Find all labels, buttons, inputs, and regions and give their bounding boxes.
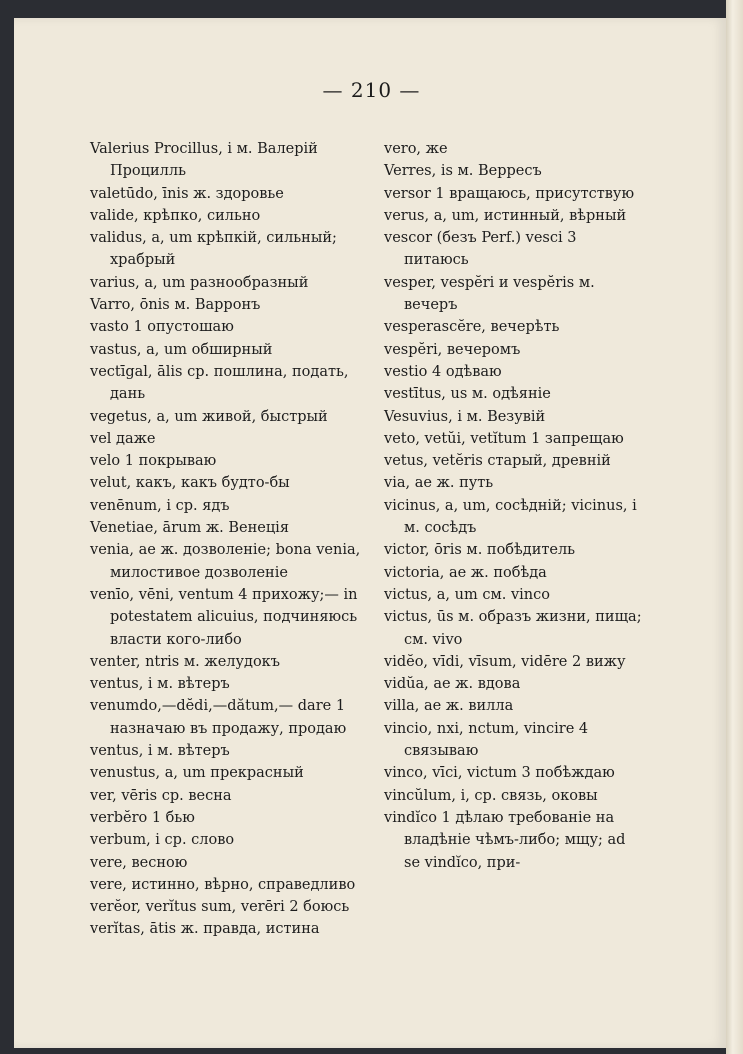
dictionary-entry: vestītus, us м. одѣяніе — [384, 386, 551, 403]
dictionary-entry: velut, какъ, какъ будто-бы — [90, 475, 290, 492]
dictionary-entry: vasto 1 опустошаю — [90, 319, 234, 336]
dictionary-entry: veto, vetŭi, vetĭtum 1 запрещаю — [384, 430, 624, 447]
dictionary-entry: vel даже — [90, 430, 156, 447]
dictionary-entry: vegetus, a, um живой, быстрый — [90, 408, 328, 425]
dictionary-entry: varius, a, um разнообразный — [90, 274, 309, 291]
dictionary-entry: victoria, ae ж. побѣда — [384, 564, 547, 581]
dictionary-entry: vesper, vespĕri и vespĕris м. вечеръ — [384, 274, 595, 314]
dictionary-entry: Vesuvius, i м. Везувій — [384, 408, 546, 425]
dictionary-entry: vero, же — [384, 141, 448, 157]
dictionary-entry: vindĭco 1 дѣлаю требованіе на владѣніе чѣмъ-либо; мщу; ad se vindĭco, при- — [384, 809, 626, 871]
dictionary-entry: vincŭlum, i, ср. связь, оковы — [384, 787, 598, 804]
dictionary-entry: venumdo,—dĕdi,—dătum,— dare 1 назначаю въ продажу, продаю — [90, 698, 347, 737]
book-edge — [726, 0, 743, 1054]
dictionary-entry: Varro, ōnis м. Варронъ — [90, 297, 261, 314]
dictionary-entry: ver, vēris ср. весна — [90, 787, 232, 804]
dictionary-entry: verbum, i ср. слово — [90, 832, 235, 849]
dictionary-entry: vetus, vetĕris старый, древній — [384, 453, 611, 470]
dictionary-entry: ventus, i м. вѣтеръ — [90, 743, 230, 760]
dictionary-entry: venīo, vēni, ventum 4 прихожу;— in potestatem alicuius, подчиняюсь власти кого-либо — [90, 586, 358, 648]
dictionary-entry: vere, весною — [90, 854, 188, 871]
dictionary-entry: verĭtas, ātis ж. правда, истина — [90, 921, 320, 938]
page-number: — 210 — — [322, 78, 421, 102]
dictionary-entry: venēnum, i ср. ядъ — [90, 497, 230, 514]
dictionary-entry: venustus, a, um прекрасный — [90, 765, 304, 782]
dictionary-entry: vere, истинно, вѣрно, справедливо — [90, 876, 356, 893]
dictionary-entry: vespĕri, вечеромъ — [384, 341, 521, 358]
dictionary-entry: verbĕro 1 бью — [90, 809, 195, 826]
dictionary-entry: verĕor, verĭtus sum, verēri 2 боюсь — [90, 899, 350, 916]
dictionary-entry: victus, ūs м. образъ жизни, пища; см. vivo — [384, 609, 642, 648]
dictionary-entry: velo 1 покрываю — [90, 453, 217, 470]
dictionary-entry: vidŭa, ae ж. вдова — [384, 676, 521, 693]
dictionary-entry: villa, ae ж. вилла — [384, 698, 514, 715]
right-column — [384, 138, 644, 874]
dictionary-entry: vescor (безъ Perf.) vesci 3 питаюсь — [384, 230, 577, 269]
dictionary-entry: vectīgal, ālis ср. пошлина, подать, дань — [90, 363, 349, 403]
dictionary-entry: Valerius Procillus, i м. Валерій Процилль — [90, 141, 318, 180]
dictionary-entry: victor, ōris м. побѣдитель — [384, 542, 576, 559]
dictionary-entry: vincio, nxi, nctum, vincire 4 связываю — [384, 720, 589, 760]
dictionary-entry: vastus, a, um обширный — [90, 341, 273, 358]
dictionary-entry: vinco, vīci, victum 3 побѣждаю — [384, 765, 615, 782]
left-column — [90, 138, 370, 941]
dictionary-entry: vestio 4 одѣваю — [384, 363, 502, 380]
dictionary-entry: venia, ae ж. дозволеніе; bona venia, милостивое дозволеніе — [90, 542, 361, 581]
dictionary-entry: valetūdo, īnis ж. здоровье — [90, 185, 284, 202]
dictionary-entry: validus, a, um крѣпкій, сильный; храбрый — [90, 230, 337, 269]
dictionary-entry: versor 1 вращаюсь, присутствую — [384, 185, 635, 202]
dictionary-entry: ventus, i м. вѣтеръ — [90, 676, 230, 693]
dictionary-entry: via, ae ж. путь — [384, 475, 494, 492]
dictionary-entry: venter, ntris м. желудокъ — [90, 653, 280, 670]
dictionary-entry: verus, a, um, истинный, вѣрный — [384, 207, 627, 224]
dictionary-entry: vidĕo, vīdi, vīsum, vidēre 2 вижу — [384, 653, 626, 670]
dictionary-entry: vesperascĕre, вечерѣть — [384, 319, 560, 336]
dictionary-entry: Verres, is м. Верресъ — [384, 163, 542, 180]
dictionary-entry: Venetiae, ārum ж. Венеція — [90, 520, 289, 537]
dictionary-entry: victus, a, um см. vinco — [384, 586, 550, 603]
dictionary-entry: vicinus, a, um, сосѣдній; vicinus, i м. сосѣдъ — [384, 497, 637, 537]
dictionary-entry: valide, крѣпко, сильно — [90, 207, 261, 224]
